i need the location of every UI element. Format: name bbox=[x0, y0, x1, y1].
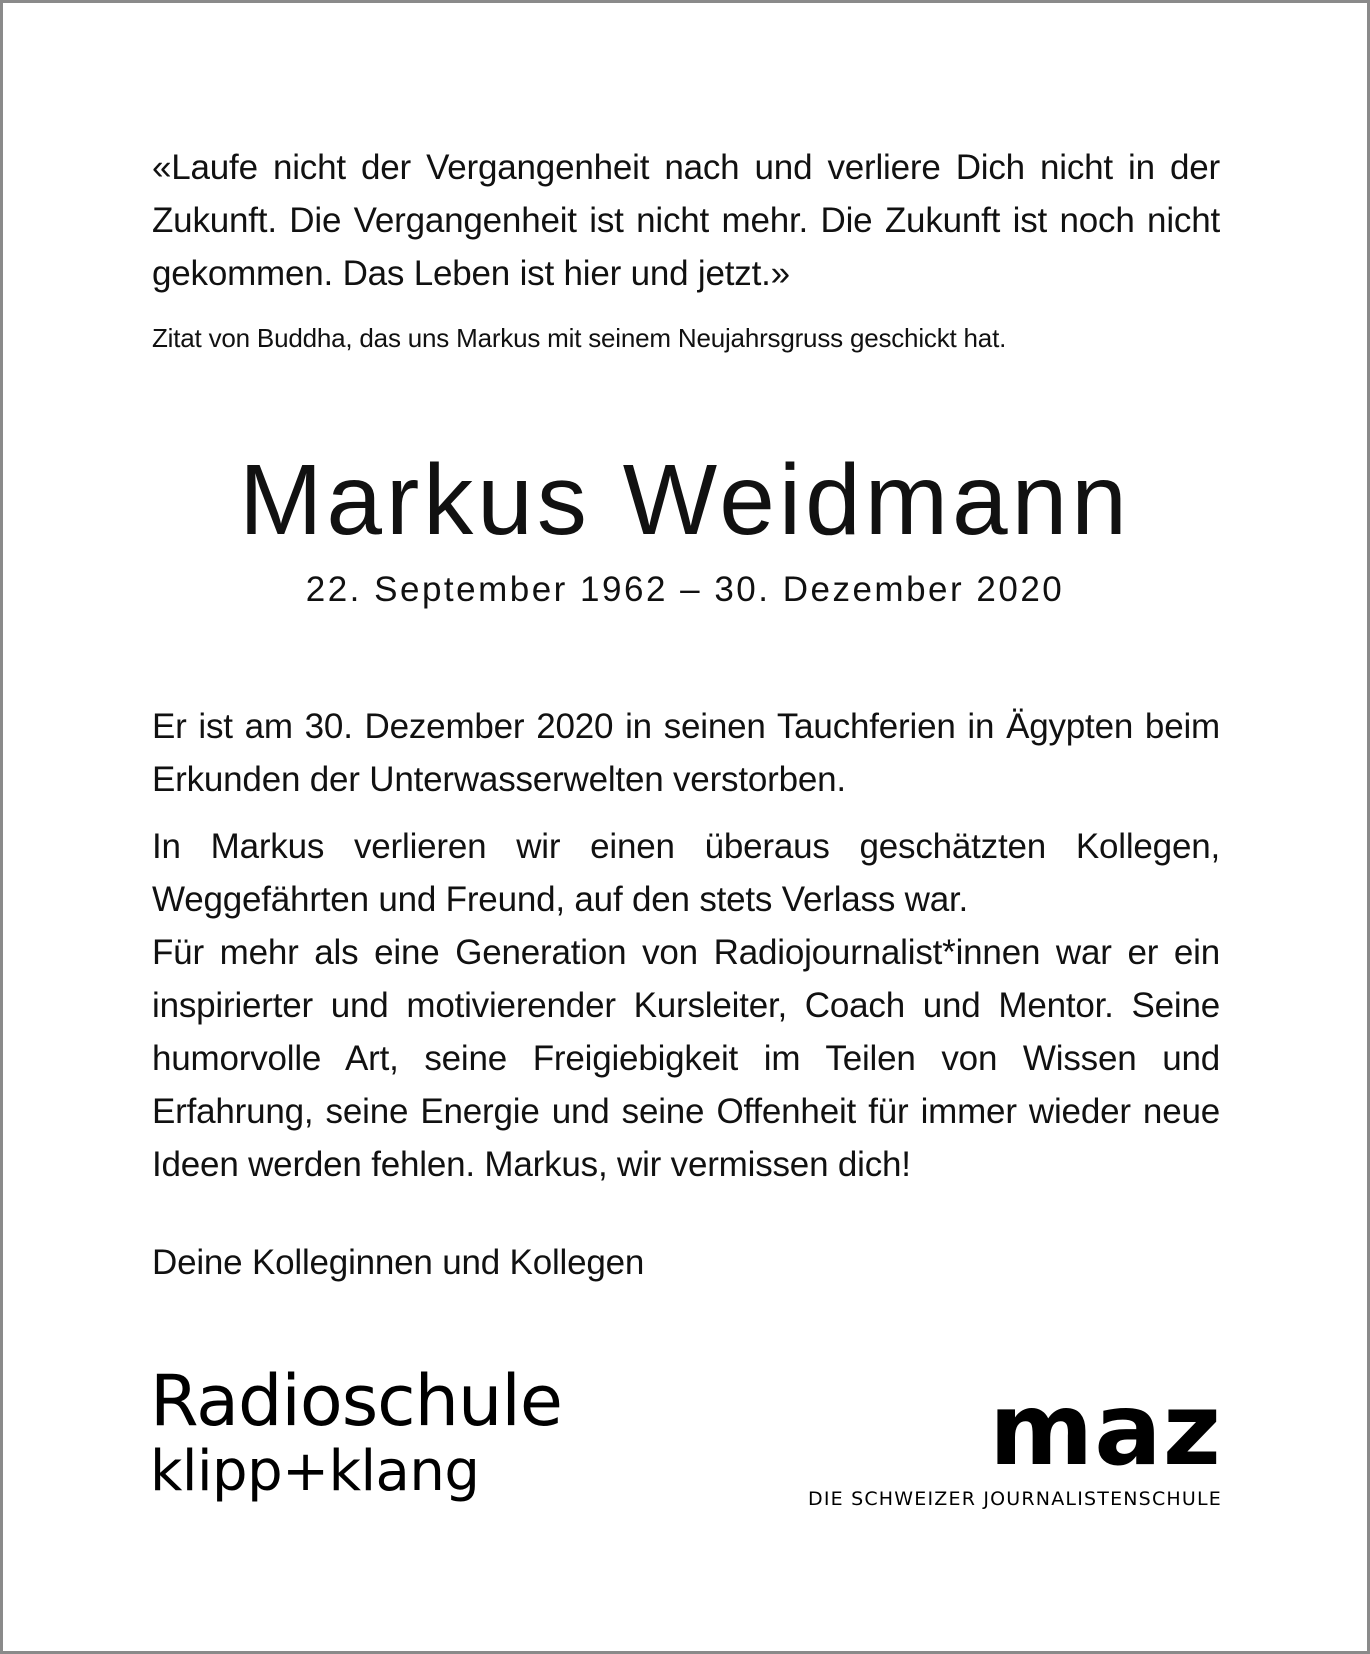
obituary-paragraph: Er ist am 30. Dezember 2020 in seinen Tauchferien in Ägypten beim Erkunden der Unterwasserwelten verstorben. bbox=[152, 707, 1220, 799]
signoff: Deine Kolleginnen und Kollegen bbox=[152, 1243, 645, 1282]
person-name: Markus Weidmann bbox=[239, 444, 1131, 556]
quote-attribution: Zitat von Buddha, das uns Markus mit seinem Neujahrsgruss geschickt hat. bbox=[152, 323, 1007, 353]
maz-wordmark: maz bbox=[989, 1371, 1222, 1488]
radioschule-logo-line: Radioschule bbox=[150, 1360, 562, 1442]
obituary-body bbox=[152, 700, 1220, 1191]
buddha-quote: «Laufe nicht der Vergangenheit nach und verliere Dich nicht in der Zukunft. Die Vergangenheit ist nicht mehr. Die Zukunft ist noch nicht gekommen. Das Leben ist hier und jetzt.» bbox=[152, 148, 1220, 293]
radioschule-klipp-klang-logo bbox=[150, 1362, 562, 1504]
life-dates: 22. September 1962 – 30. Dezember 2020 bbox=[305, 570, 1065, 609]
klipp-klang-logo-line: klipp+klang bbox=[150, 1439, 480, 1504]
maz-logo bbox=[802, 1371, 1222, 1512]
obituary-paragraph: In Markus verlieren wir einen überaus geschätzten Kollegen, Weggefährten und Freund, auf den stets Verlass war. bbox=[152, 827, 1220, 919]
obituary-paragraph: Für mehr als eine Generation von Radiojournalist*innen war er ein inspirierter und motivierender Kursleiter, Coach und Mentor. Seine humorvolle Art, seine Freigiebigkeit im Teilen von Wissen und Erfahrung, seine Energie und seine Offenheit für immer wieder neue Ideen werden fehlen. Markus, wir vermissen dich! bbox=[152, 933, 1220, 1184]
maz-tagline: DIE SCHWEIZER JOURNALISTENSCHULE bbox=[807, 1488, 1222, 1510]
